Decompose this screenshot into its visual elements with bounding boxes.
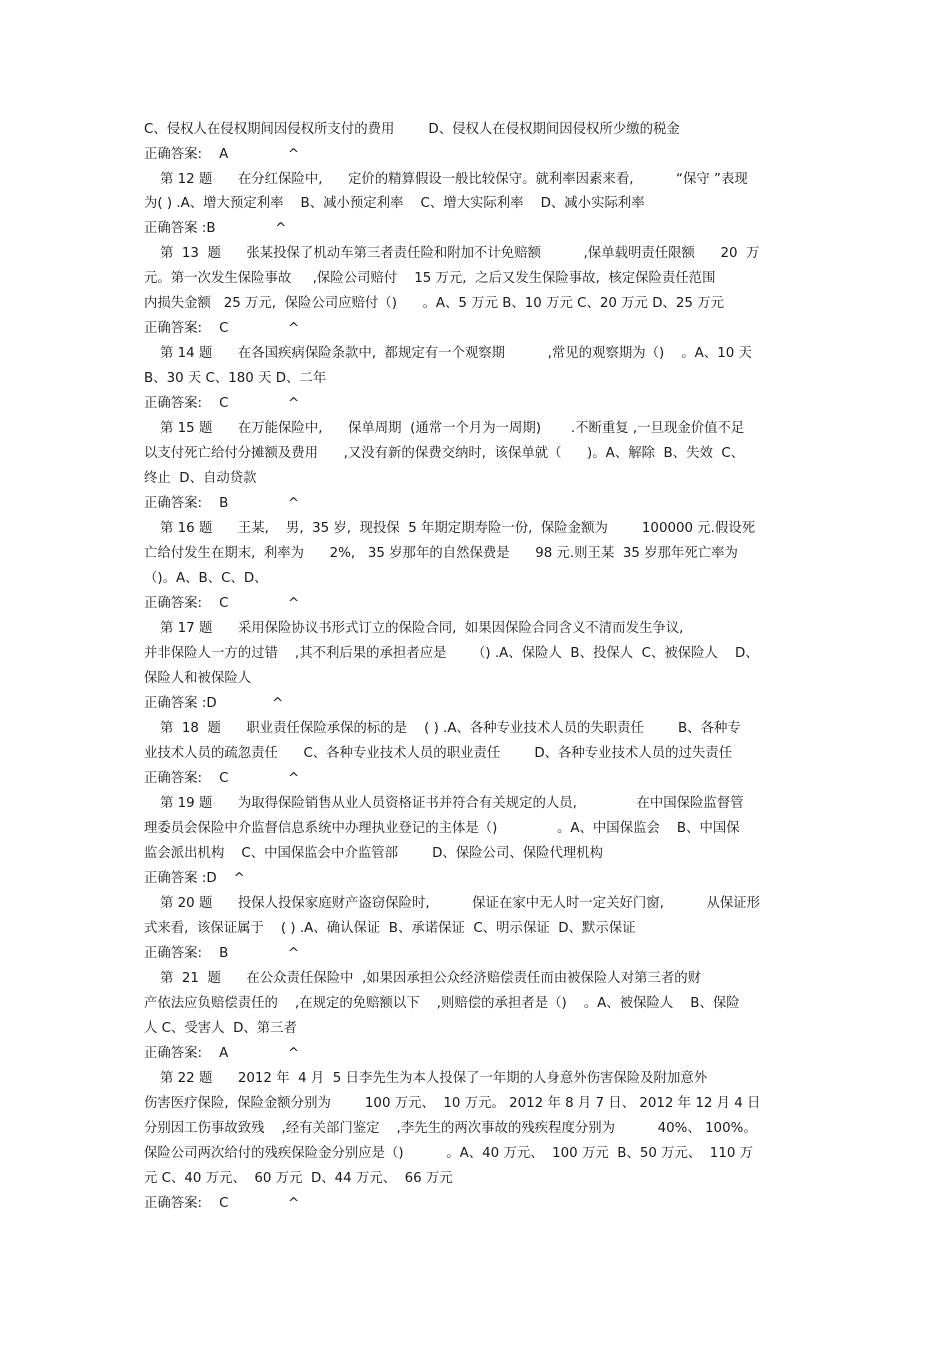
answer-line: 正确答案: B ^ [144, 496, 300, 511]
question-line: 第 14 题 在各国疾病保险条款中, 都规定有一个观察期 ,常见的观察期为（) 。A、10 天 [160, 346, 752, 361]
text-line: 产依法应负赔偿责任的 ,在规定的免赔额以下 ,则赔偿的承担者是（) 。A、被保险人 B、保险 [144, 996, 740, 1011]
text-line: 以支付死亡给付分摊额及费用 ,又没有新的保费交纳时, 该保单就（ )。A、解除 B、失效 C、 [144, 446, 745, 461]
text-line: C、侵权人在侵权期间因侵权所支付的费用 D、侵权人在侵权期间因侵权所少缴的税金 [144, 122, 680, 137]
text-line: 式来看, 该保证属于 ( ) .A、确认保证 B、承诺保证 C、明示保证 D、默示保证 [144, 921, 636, 936]
text-line: 监会派出机构 C、中国保监会中介监管部 D、保险公司、保险代理机构 [144, 846, 604, 861]
question-line: 第 16 题 王某, 男, 35 岁, 现投保 5 年期定期寿险一份, 保险金额为 100000 元.假设死 [160, 521, 756, 536]
question-line: 第 21 题 在公众责任保险中 ,如果因承担公众经济赔偿责任而由被保险人对第三者的财 [160, 971, 702, 986]
text-line: 终止 D、自动贷款 [144, 471, 257, 486]
text-line: 内损失金额 25 万元, 保险公司应赔付（) 。A、5 万元 B、10 万元 C、20 万元 D、25 万元 [144, 296, 724, 311]
text-line: 元。第一次发生保险事故 ,保险公司赔付 15 万元, 之后又发生保险事故, 核定保险责任范围 [144, 271, 716, 286]
question-line: 第 17 题 采用保险协议书形式订立的保险合同, 如果因保险合同含义不清而发生争议, [160, 621, 684, 636]
answer-line: 正确答案: C ^ [144, 1196, 300, 1211]
question-line: 第 22 题 2012 年 4 月 5 日李先生为本人投保了一年期的人身意外伤害保险及附加意外 [160, 1071, 708, 1086]
question-line: 第 20 题 投保人投保家庭财产盗窃保险时, 保证在家中无人时一定关好门窗, 从保证形 [160, 896, 761, 911]
text-line: 元 C、40 万元、 60 万元 D、44 万元、 66 万元 [144, 1171, 453, 1186]
answer-line: 正确答案 :D ^ [144, 696, 284, 711]
question-line: 第 15 题 在万能保险中, 保单周期 (通常一个月为一周期) .不断重复 ,一旦现金价值不足 [160, 421, 745, 436]
text-line: 理委员会保险中介监督信息系统中办理执业登记的主体是（) 。A、中国保监会 B、中国保 [144, 821, 740, 836]
text-line: B、30 天 C、180 天 D、二年 [144, 371, 327, 386]
answer-line: 正确答案: A ^ [144, 147, 300, 162]
text-line: 分别因工伤事故致残 ,经有关部门鉴定 ,李先生的两次事故的残疾程度分别为 40%、 100%。 [144, 1121, 757, 1136]
answer-line: 正确答案: C ^ [144, 321, 300, 336]
answer-line: 正确答案 :D ^ [144, 871, 245, 886]
question-line: 第 18 题 职业责任保险承保的标的是 ( ) .A、各种专业技术人员的失职责任 B、各种专 [160, 721, 741, 736]
answer-line: 正确答案: C ^ [144, 396, 300, 411]
question-line: 第 12 题 在分红保险中, 定价的精算假设一般比较保守。就利率因素来看, “保守 ”表现 [160, 172, 748, 187]
question-line: 第 13 题 张某投保了机动车第三者责任险和附加不计免赔额 ,保单载明责任限额 20 万 [160, 246, 760, 261]
answer-line: 正确答案: B ^ [144, 946, 300, 961]
answer-line: 正确答案: C ^ [144, 596, 300, 611]
question-line: 第 19 题 为取得保险销售从业人员资格证书并符合有关规定的人员, 在中国保险监督管 [160, 796, 744, 811]
answer-line: 正确答案 :B ^ [144, 221, 287, 236]
text-line: 伤害医疗保险, 保险金额分别为 100 万元、 10 万元。 2012 年 8 月 7 日、 2012 年 12 月 4 日 [144, 1096, 761, 1111]
text-line: （)。A、B、C、D、 [144, 571, 268, 586]
text-line: 人 C、受害人 D、第三者 [144, 1021, 297, 1036]
text-line: 保险人和被保险人 [144, 671, 252, 686]
answer-line: 正确答案: C ^ [144, 771, 300, 786]
text-line: 为( ) .A、增大预定利率 B、减小预定利率 C、增大实际利率 D、减小实际利率 [144, 196, 645, 211]
text-line: 保险公司两次给付的残疾保险金分别应是（) 。A、40 万元、 100 万元 B、50 万元、 110 万 [144, 1146, 754, 1161]
text-line: 业技术人员的疏忽责任 C、各种专业技术人员的职业责任 D、各种专业技术人员的过失责任 [144, 746, 733, 761]
answer-line: 正确答案: A ^ [144, 1046, 300, 1061]
text-line: 并非保险人一方的过错 ,其不利后果的承担者应是 （) .A、保险人 B、投保人 C、被保险人 D、 [144, 646, 759, 661]
text-line: 亡给付发生在期末, 利率为 2%, 35 岁那年的自然保费是 98 元.则王某 35 岁那年死亡率为 [144, 546, 738, 561]
